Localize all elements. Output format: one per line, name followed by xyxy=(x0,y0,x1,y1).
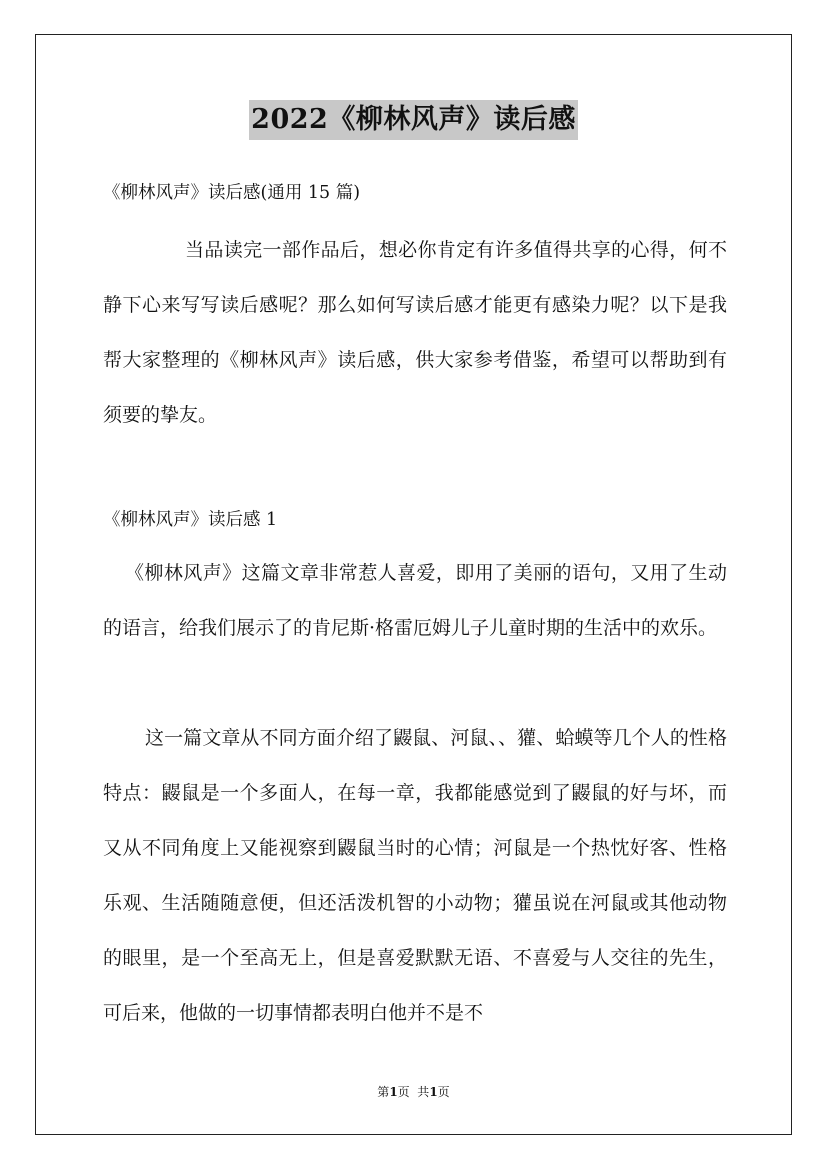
body-paragraph-2: 这一篇文章从不同方面介绍了鼹鼠、河鼠、、獾、蛤蟆等几个人的性格特点：鼹鼠是一个多面人，在每一章，我都能感觉到了鼹鼠的好与坏，而又从不同角度上又能视察到鼹鼠当时的心情；河鼠是一个热忱好客、性格乐观、生活随随意便，但还活泼机智的小动物；獾虽说在河鼠或其他动物的眼里，是一个至高无上，但是喜爱默默无语、不喜爱与人交往的先生，可后来，他做的一切事情都表明白他并不是不 xyxy=(103,727,727,1024)
footer-prefix: 第 xyxy=(377,1085,390,1099)
footer-suffix: 页 xyxy=(437,1085,450,1099)
document-subtitle: 《柳林风声》读后感(通用 15 篇) xyxy=(103,183,361,203)
section-heading: 《柳林风声》读后感 1 xyxy=(103,510,278,530)
document-title xyxy=(0,100,827,140)
footer-total-pages: 1 xyxy=(429,1085,438,1099)
footer-page-number: 1 xyxy=(389,1085,398,1099)
intro-paragraph: 当品读完一部作品后，想必你肯定有许多值得共享的心得，何不静下心来写写读后感呢？那么如何写读后感才能更有感染力呢？以下是我帮大家整理的《柳林风声》读后感，供大家参考借鉴，希望可以帮助到有须要的挚友。 xyxy=(103,239,727,426)
body-paragraph-1: 《柳林风声》这篇文章非常惹人喜爱，即用了美丽的语句，又用了生动的语言，给我们展示了的肯尼斯·格雷厄姆儿子儿童时期的生活中的欢乐。 xyxy=(103,562,727,639)
document-title-text: 2022《柳林风声》读后感 xyxy=(249,100,578,140)
page-footer xyxy=(0,1083,827,1101)
footer-mid: 页 共 xyxy=(397,1085,430,1099)
